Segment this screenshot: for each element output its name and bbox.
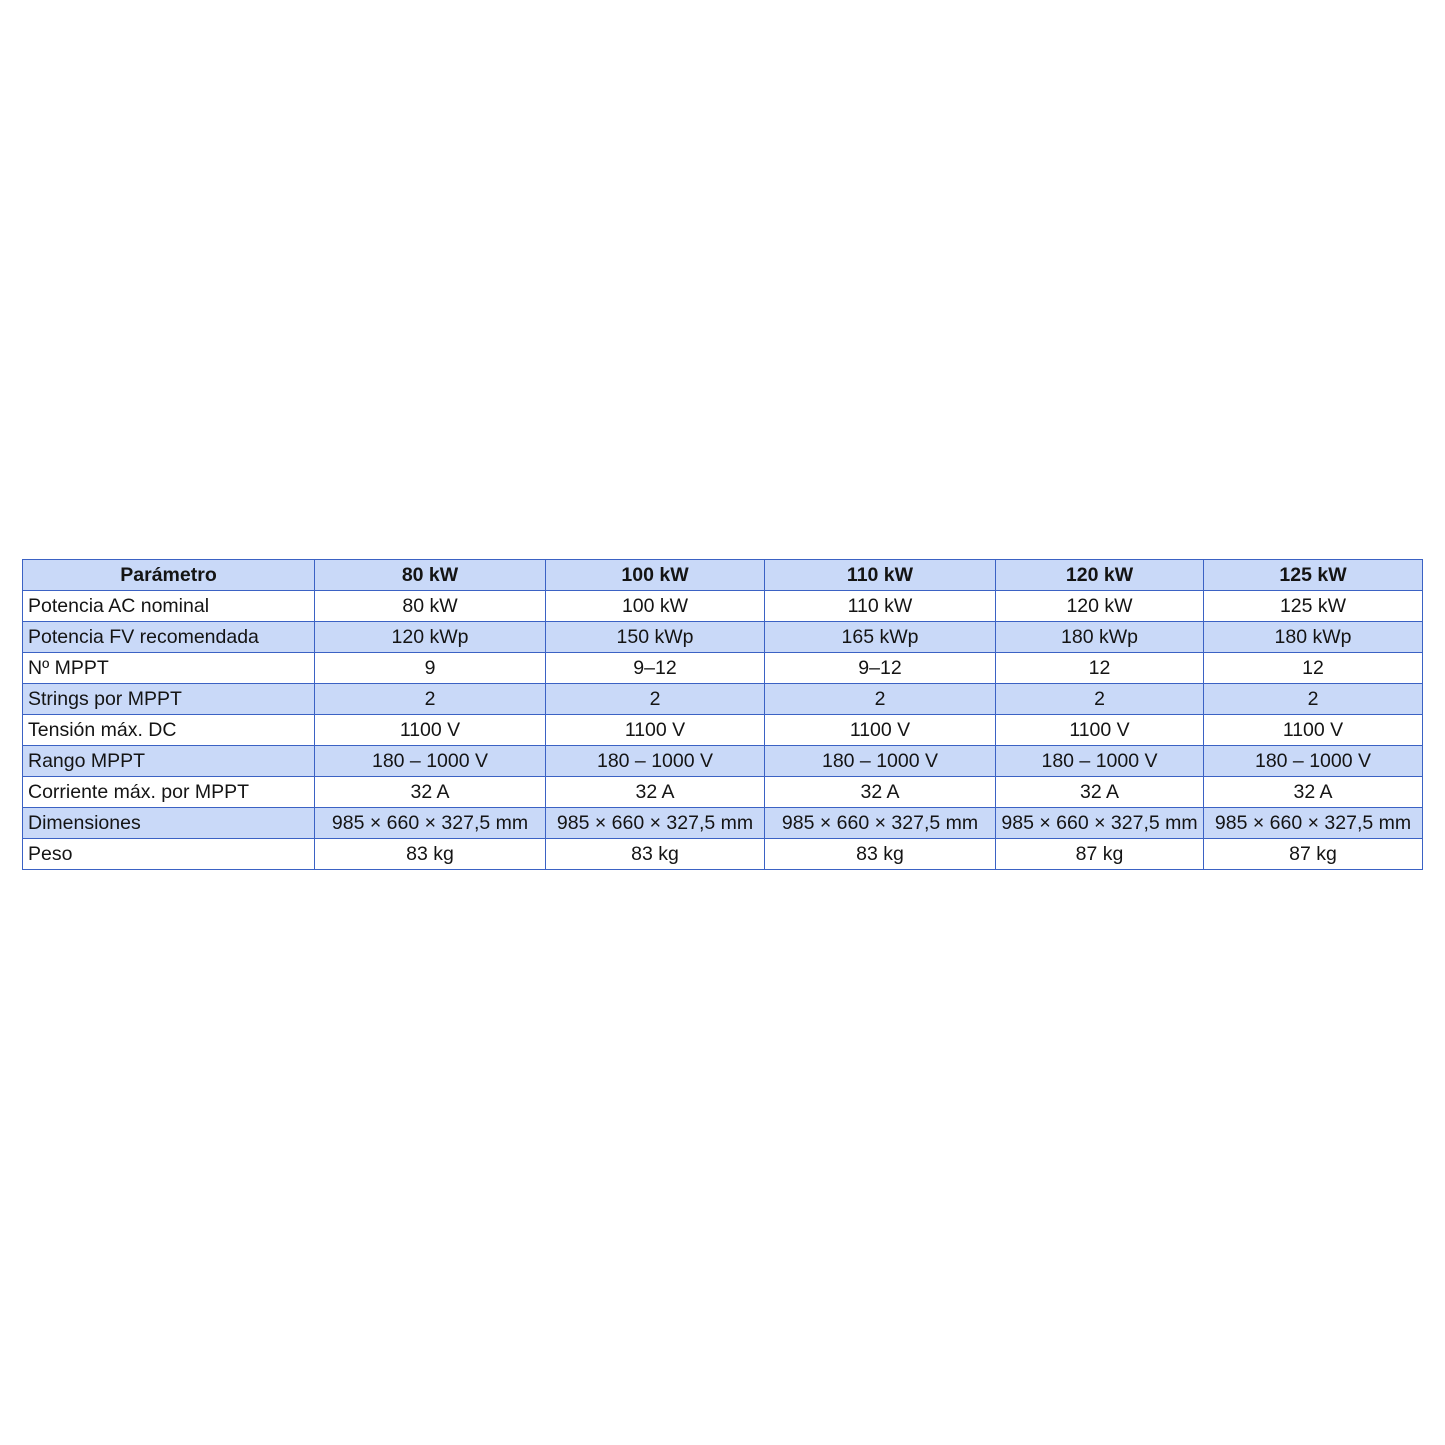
row-label: Tensión máx. DC bbox=[23, 715, 315, 746]
table-cell: 1100 V bbox=[315, 715, 546, 746]
table-cell: 9–12 bbox=[546, 653, 765, 684]
table-cell: 180 – 1000 V bbox=[1204, 746, 1423, 777]
table-cell: 985 × 660 × 327,5 mm bbox=[996, 808, 1204, 839]
table-cell: 180 – 1000 V bbox=[315, 746, 546, 777]
table-cell: 9 bbox=[315, 653, 546, 684]
table-row bbox=[23, 715, 1423, 746]
table-cell: 180 – 1000 V bbox=[546, 746, 765, 777]
table-cell: 985 × 660 × 327,5 mm bbox=[1204, 808, 1423, 839]
table-cell: 180 – 1000 V bbox=[765, 746, 996, 777]
row-label: Corriente máx. por MPPT bbox=[23, 777, 315, 808]
table-cell: 985 × 660 × 327,5 mm bbox=[315, 808, 546, 839]
row-label: Nº MPPT bbox=[23, 653, 315, 684]
row-label: Potencia AC nominal bbox=[23, 591, 315, 622]
table-row bbox=[23, 684, 1423, 715]
table-cell: 83 kg bbox=[315, 839, 546, 870]
table-cell: 32 A bbox=[1204, 777, 1423, 808]
table-cell: 32 A bbox=[315, 777, 546, 808]
table-cell: 2 bbox=[996, 684, 1204, 715]
table-cell: 125 kW bbox=[1204, 591, 1423, 622]
row-label: Potencia FV recomendada bbox=[23, 622, 315, 653]
row-label: Dimensiones bbox=[23, 808, 315, 839]
table-row bbox=[23, 746, 1423, 777]
table-cell: 180 – 1000 V bbox=[996, 746, 1204, 777]
table-row bbox=[23, 839, 1423, 870]
table-cell: 2 bbox=[546, 684, 765, 715]
header-cell-80kw: 80 kW bbox=[315, 560, 546, 591]
table-row bbox=[23, 777, 1423, 808]
table-cell: 87 kg bbox=[996, 839, 1204, 870]
table-cell: 1100 V bbox=[996, 715, 1204, 746]
table-cell: 32 A bbox=[996, 777, 1204, 808]
row-label: Rango MPPT bbox=[23, 746, 315, 777]
table-cell: 150 kWp bbox=[546, 622, 765, 653]
table-row bbox=[23, 653, 1423, 684]
table-cell: 985 × 660 × 327,5 mm bbox=[765, 808, 996, 839]
table-cell: 1100 V bbox=[765, 715, 996, 746]
header-cell-120kw: 120 kW bbox=[996, 560, 1204, 591]
table-cell: 100 kW bbox=[546, 591, 765, 622]
row-label: Strings por MPPT bbox=[23, 684, 315, 715]
table-cell: 32 A bbox=[546, 777, 765, 808]
header-cell-110kw: 110 kW bbox=[765, 560, 996, 591]
table-cell: 80 kW bbox=[315, 591, 546, 622]
table-cell: 12 bbox=[1204, 653, 1423, 684]
header-cell-100kw: 100 kW bbox=[546, 560, 765, 591]
table-cell: 985 × 660 × 327,5 mm bbox=[546, 808, 765, 839]
inverter-spec-table bbox=[22, 559, 1423, 870]
table-cell: 120 kW bbox=[996, 591, 1204, 622]
table-cell: 2 bbox=[1204, 684, 1423, 715]
table-cell: 1100 V bbox=[546, 715, 765, 746]
table-cell: 180 kWp bbox=[996, 622, 1204, 653]
table-row bbox=[23, 622, 1423, 653]
table-cell: 2 bbox=[765, 684, 996, 715]
table-cell: 32 A bbox=[765, 777, 996, 808]
table-cell: 110 kW bbox=[765, 591, 996, 622]
table-cell: 83 kg bbox=[765, 839, 996, 870]
table-cell: 2 bbox=[315, 684, 546, 715]
row-label: Peso bbox=[23, 839, 315, 870]
header-cell-125kw: 125 kW bbox=[1204, 560, 1423, 591]
table-cell: 83 kg bbox=[546, 839, 765, 870]
spec-table-container bbox=[22, 559, 1422, 870]
table-cell: 12 bbox=[996, 653, 1204, 684]
table-row bbox=[23, 591, 1423, 622]
table-cell: 1100 V bbox=[1204, 715, 1423, 746]
table-cell: 120 kWp bbox=[315, 622, 546, 653]
table-cell: 180 kWp bbox=[1204, 622, 1423, 653]
table-cell: 165 kWp bbox=[765, 622, 996, 653]
table-cell: 87 kg bbox=[1204, 839, 1423, 870]
header-cell-parameter: Parámetro bbox=[23, 560, 315, 591]
table-row bbox=[23, 808, 1423, 839]
table-cell: 9–12 bbox=[765, 653, 996, 684]
table-header-row bbox=[23, 560, 1423, 591]
